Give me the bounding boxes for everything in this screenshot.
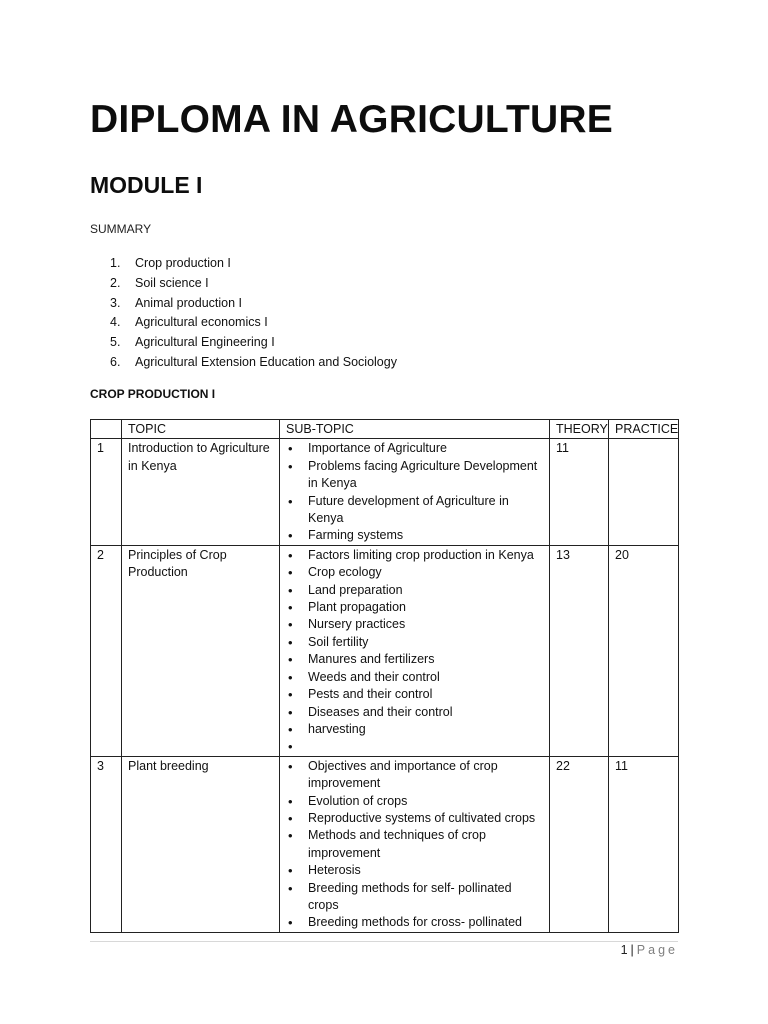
summary-item [110,353,397,373]
summary-item-text: Soil science I [135,275,209,290]
summary-item-number: 2. [110,275,121,290]
subtopic-item: • Pests and their control [286,686,543,703]
subtopic-item-empty [286,738,543,755]
summary-item-number: 4. [110,315,121,330]
subtopic-item: • Diseases and their control [286,704,543,721]
row-number: 2 [91,545,122,756]
subtopic-item: • Evolution of crops [286,793,543,810]
subtopic-item: • Problems facing Agriculture Development in Kenya [286,458,543,493]
subtopic-item: • Soil fertility [286,634,543,651]
row-subtopics [280,439,550,545]
header-topic: TOPIC [122,420,280,439]
crop-production-table [90,419,679,933]
table-header-row [91,420,679,439]
subtopic-item: • Farming systems [286,527,543,544]
header-practice: PRACTICE [609,420,679,439]
header-number [91,420,122,439]
row-topic: Principles of Crop Production [122,545,280,756]
subtopic-item: • Objectives and importance of crop improvement [286,758,543,793]
subtopic-item: • Breeding methods for self- pollinated crops [286,880,543,915]
summary-item-number: 6. [110,354,121,369]
row-theory: 22 [550,756,609,932]
row-topic: Introduction to Agriculture in Kenya [122,439,280,545]
row-topic: Plant breeding [122,756,280,932]
subtopic-item: • Crop ecology [286,564,543,581]
table-row [91,439,679,545]
subtopic-item: • Nursery practices [286,616,543,633]
footer-divider [90,941,678,942]
page-footer [621,943,678,957]
summary-item [110,254,397,274]
header-theory: THEORY [550,420,609,439]
row-subtopics [280,756,550,932]
summary-item-number: 3. [110,295,121,310]
section-heading: CROP PRODUCTION I [90,387,216,401]
subtopic-item: • Land preparation [286,582,543,599]
row-theory: 13 [550,545,609,756]
subtopic-item: • harvesting [286,721,543,738]
row-number: 3 [91,756,122,932]
row-theory: 11 [550,439,609,545]
summary-item [110,333,397,353]
subtopic-item: • Importance of Agriculture [286,440,543,457]
row-subtopics [280,545,550,756]
summary-item [110,313,397,333]
subtopic-item: • Reproductive systems of cultivated crops [286,810,543,827]
subtopic-item: • Breeding methods for cross- pollinated [286,914,543,931]
summary-item [110,274,397,294]
row-number: 1 [91,439,122,545]
table-row [91,545,679,756]
subtopic-item: • Manures and fertilizers [286,651,543,668]
summary-label: SUMMARY [90,222,152,236]
subtopic-item: • Future development of Agriculture in Kenya [286,493,543,528]
subtopic-item: • Weeds and their control [286,669,543,686]
summary-item [110,294,397,314]
module-heading: MODULE I [90,172,203,198]
header-subtopic: SUB-TOPIC [280,420,550,439]
summary-item-text: Agricultural economics I [135,315,268,330]
summary-item-text: Crop production I [135,256,231,270]
row-practice: 20 [609,545,679,756]
summary-item-number: 1. [110,256,121,270]
row-practice: 11 [609,756,679,932]
row-practice [609,439,679,545]
subtopic-item: • Factors limiting crop production in Kenya [286,547,543,564]
table-row [91,756,679,932]
subtopic-item: • Plant propagation [286,599,543,616]
subtopic-item: • Heterosis [286,862,543,879]
summary-item-text: Animal production I [135,295,243,310]
footer-separator: | [630,943,634,957]
subtopic-item: • Methods and techniques of crop improvement [286,827,543,862]
page-label: Page [636,943,678,957]
document-title: DIPLOMA IN AGRICULTURE [90,98,613,141]
summary-item-number: 5. [110,335,121,350]
summary-list [110,254,397,373]
page-number: 1 [620,943,628,957]
summary-item-text: Agricultural Engineering I [135,335,275,350]
summary-item-text: Agricultural Extension Education and Sociology [135,354,397,369]
